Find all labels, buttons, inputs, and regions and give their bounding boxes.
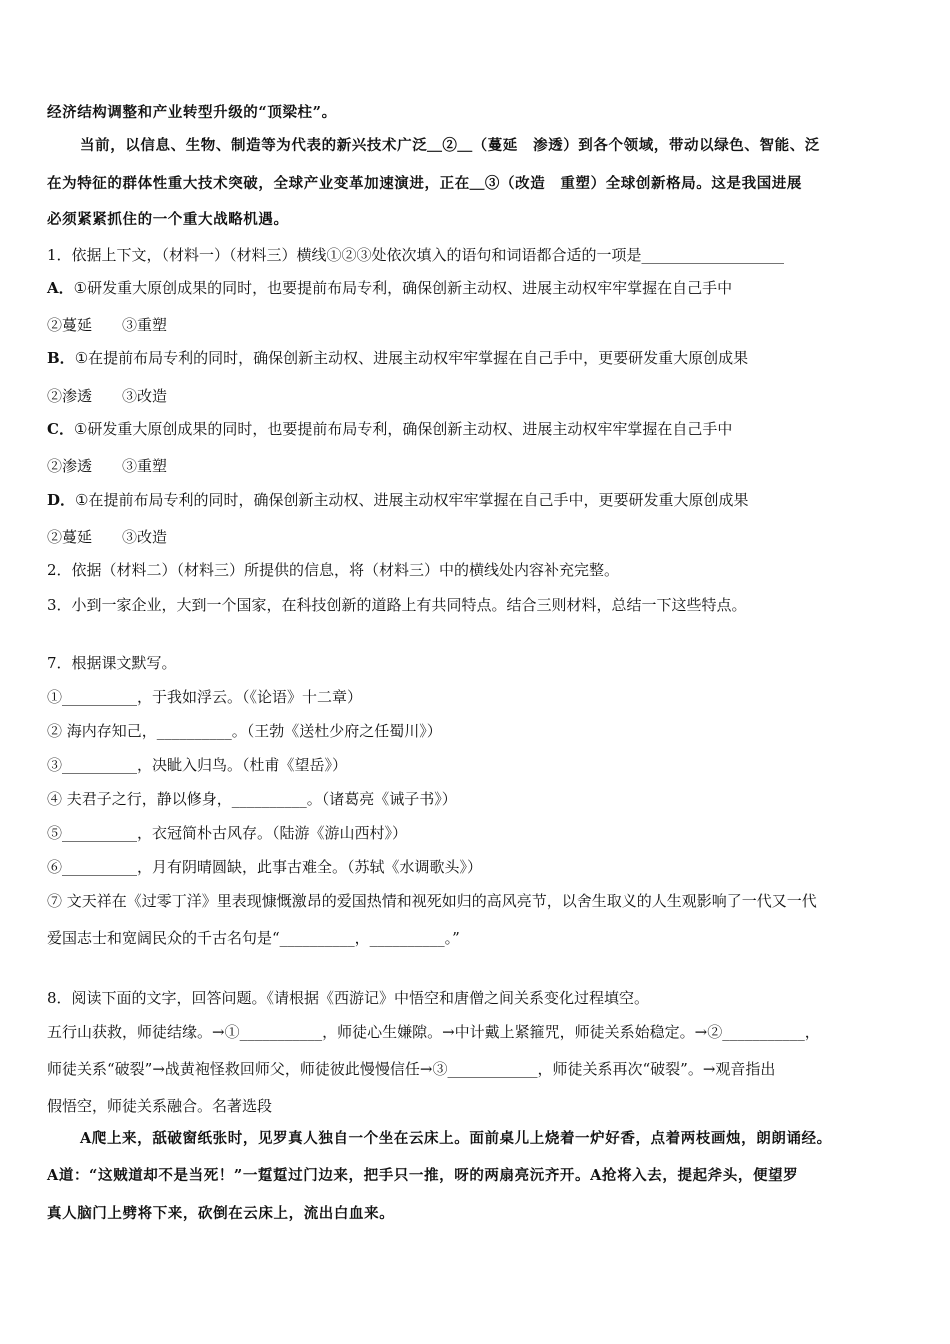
passage-line: 真人脑门上劈将下来，砍倒在云床上，流出白血来。: [47, 1205, 395, 1222]
option-a: [47, 278, 904, 298]
dictation-item: ⑤__________，衣冠简朴古风存。（陆游《游山西村》）: [47, 824, 408, 842]
dictation-item: ⑦ 文天祥在《过零丁洋》里表现慷慨激昂的爱国热情和视死如归的高风亮节，以舍生取义的人生观影响了一代又一代: [47, 892, 817, 910]
material-paragraph-line: 必须紧紧抓住的一个重大战略机遇。: [47, 211, 289, 228]
option-d: [47, 490, 904, 510]
option-text: ①在提前布局专利的同时，确保创新主动权、进展主动权牢牢掌握在自己手中，更要研发重大原创成果: [75, 491, 749, 509]
dictation-item: ①__________，于我如浮云。（《论语》十二章）: [47, 688, 363, 706]
question-8-line: 假悟空，师徒关系融合。名著选段: [47, 1097, 273, 1115]
question-2: 2．依据（材料二）（材料三）所提供的信息，将（材料三）中的横线处内容补充完整。: [47, 561, 620, 579]
option-c-words: ②渗透 ③重塑: [47, 457, 168, 475]
question-8-line: 师徒关系“破裂”→战黄袍怪救回师父，师徒彼此慢慢信任→③____________，师徒关系再次“破裂”。→观音指出: [47, 1060, 776, 1078]
option-d-words: ②蔓延 ③改造: [47, 528, 168, 546]
question-1: 1．依据上下文，（材料一）（材料三）横线①②③处依次填入的语句和词语都合适的一项是___________________: [47, 246, 785, 264]
option-text: ①在提前布局专利的同时，确保创新主动权、进展主动权牢牢掌握在自己手中，更要研发重大原创成果: [74, 349, 749, 367]
passage-line: A爬上来，舐破窗纸张时，见罗真人独自一个坐在云床上。面前桌儿上烧着一炉好香，点着两枝画烛，朗朗诵经。: [80, 1130, 832, 1147]
option-text: ①研发重大原创成果的同时，也要提前布局专利，确保创新主动权、进展主动权牢牢掌握在自己手中: [73, 420, 733, 438]
option-b: [47, 348, 904, 368]
question-8-line: 五行山获救，师徒结缘。→①___________，师徒心生嫌隙。→中计戴上紧箍咒，师徒关系始稳定。→②___________，: [47, 1023, 820, 1041]
question-3: 3．小到一家企业，大到一个国家，在科技创新的道路上有共同特点。结合三则材料，总结一下这些特点。: [47, 596, 747, 614]
option-label: D．: [47, 491, 76, 509]
option-text: ①研发重大原创成果的同时，也要提前布局专利，确保创新主动权、进展主动权牢牢掌握在自己手中: [73, 279, 733, 297]
question-8-title: 8．阅读下面的文字，回答问题。《请根据《西游记》中悟空和唐僧之间关系变化过程填空。: [47, 989, 650, 1007]
dictation-item: ② 海内存知己，__________。（王勃《送杜少府之任蜀川》）: [47, 722, 442, 740]
dictation-item: ⑥__________，月有阴晴圆缺，此事古难全。（苏轼《水调歌头》）: [47, 858, 483, 876]
dictation-item: ③__________，决眦入归鸟。（杜甫《望岳》）: [47, 756, 348, 774]
question-7-title: 7．根据课文默写。: [47, 654, 177, 672]
option-label: C．: [47, 420, 74, 438]
option-a-words: ②蔓延 ③重塑: [47, 316, 168, 334]
option-b-words: ②渗透 ③改造: [47, 387, 168, 405]
passage-line: A道：“这贼道却不是当死！”一踅踅过门边来，把手只一推，呀的两扇亮沅齐开。A抢将入去，提起斧头，便望罗: [47, 1167, 799, 1184]
option-label: B．: [47, 349, 75, 367]
material-continuation: 经济结构调整和产业转型升级的“顶梁柱”。: [47, 104, 337, 121]
dictation-item: ④ 夫君子之行，静以修身，__________。（诸葛亮《诫子书》）: [47, 790, 457, 808]
dictation-item: 爱国志士和宽阔民众的千古名句是“__________，__________。”: [47, 929, 460, 947]
material-paragraph-line: 在为特征的群体性重大技术突破，全球产业变革加速演进，正在＿③（改造 重塑）全球创新格局。这是我国进展: [47, 175, 802, 192]
option-label: A．: [47, 279, 74, 297]
option-c: [47, 419, 904, 439]
material-paragraph-line: 当前，以信息、生物、制造等为代表的新兴技术广泛＿②＿（蔓延 渗透）到各个领域，带动以绿色、智能、泛: [80, 137, 820, 154]
